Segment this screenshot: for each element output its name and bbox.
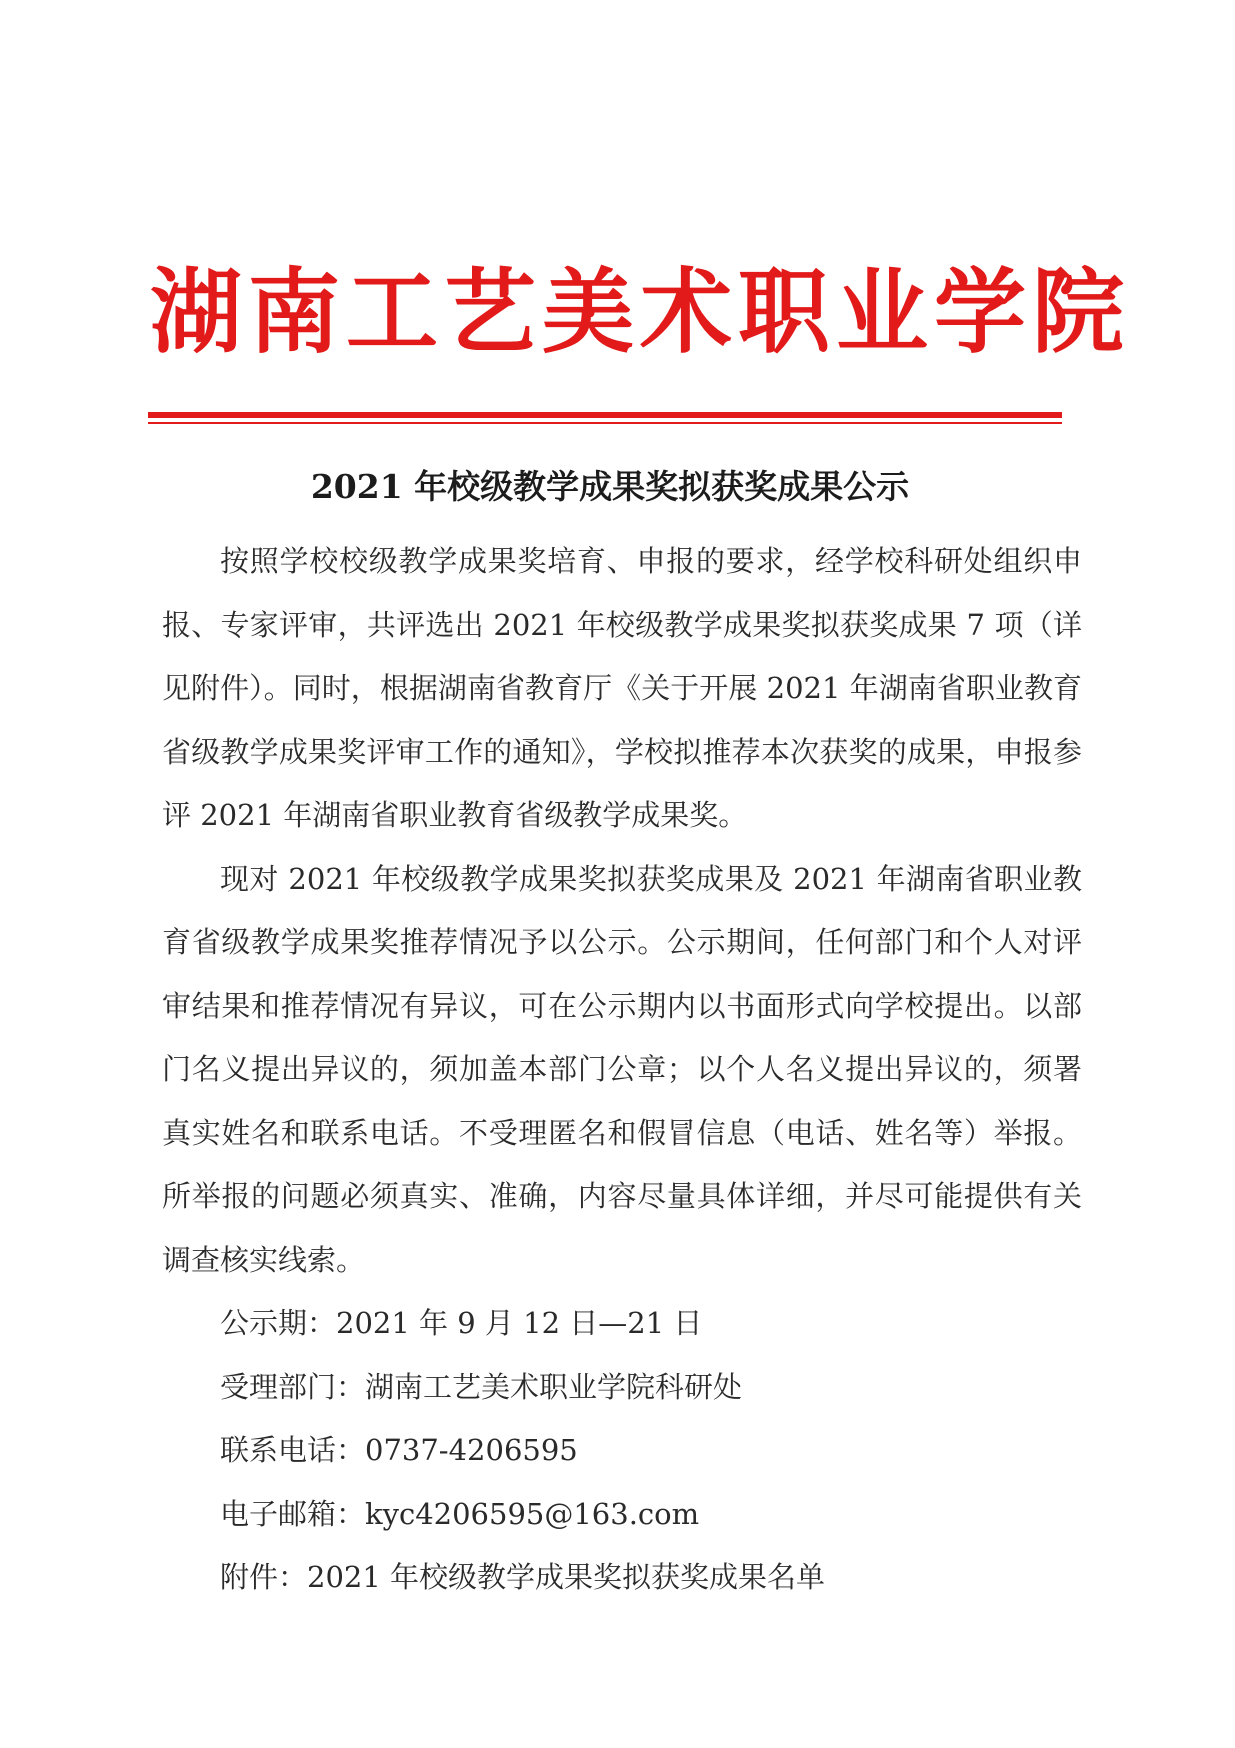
document-title: 2021 年校级教学成果奖拟获奖成果公示 xyxy=(310,467,910,506)
receiving-department: 受理部门：湖南工艺美术职业学院科研处 xyxy=(220,1369,743,1404)
document-body xyxy=(162,530,1082,1610)
institution-name: 湖南工艺美术职业学院 xyxy=(150,258,1131,366)
paragraph-notice: 现对 2021 年校级教学成果奖拟获奖成果及 2021 年湖南省职业教育省级教学成果奖推荐情况予以公示。公示期间，任何部门和个人对评审结果和推荐情况有异议，可在公示期内以书面形式向学校提出。以部门名义提出异议的，须加盖本部门公章；以个人名义提出异议的，须署真实姓名和联系电话。不受理匿名和假冒信息（电话、姓名等）举报。所举报的问题必须真实、准确，内容尽量具体详细，并尽可能提供有关调查核实线索。 xyxy=(162,861,1082,1277)
letterhead-rule-thin xyxy=(148,422,1062,424)
attachment-line: 附件：2021 年校级教学成果奖拟获奖成果名单 xyxy=(220,1560,826,1594)
letterhead xyxy=(150,252,1131,392)
contact-email: 电子邮箱：kyc4206595@163.com xyxy=(220,1496,700,1531)
paragraph-intro: 按照学校校级教学成果奖培育、申报的要求，经学校科研处组织申报、专家评审，共评选出 2021 年校级教学成果奖拟获奖成果 7 项（详见附件）。同时，根据湖南省教育厅《关于开展 2021 年湖南省职业教育省级教学成果奖评审工作的通知》，学校拟推荐本次获奖的成果，申报参评 2021 年湖南省职业教育省级教学成果奖。 xyxy=(162,544,1082,832)
letterhead-rule-thick xyxy=(148,412,1062,418)
contact-phone: 联系电话：0737-4206595 xyxy=(220,1433,578,1467)
publicity-period: 公示期：2021 年 9 月 12 日—21 日 xyxy=(220,1306,703,1340)
